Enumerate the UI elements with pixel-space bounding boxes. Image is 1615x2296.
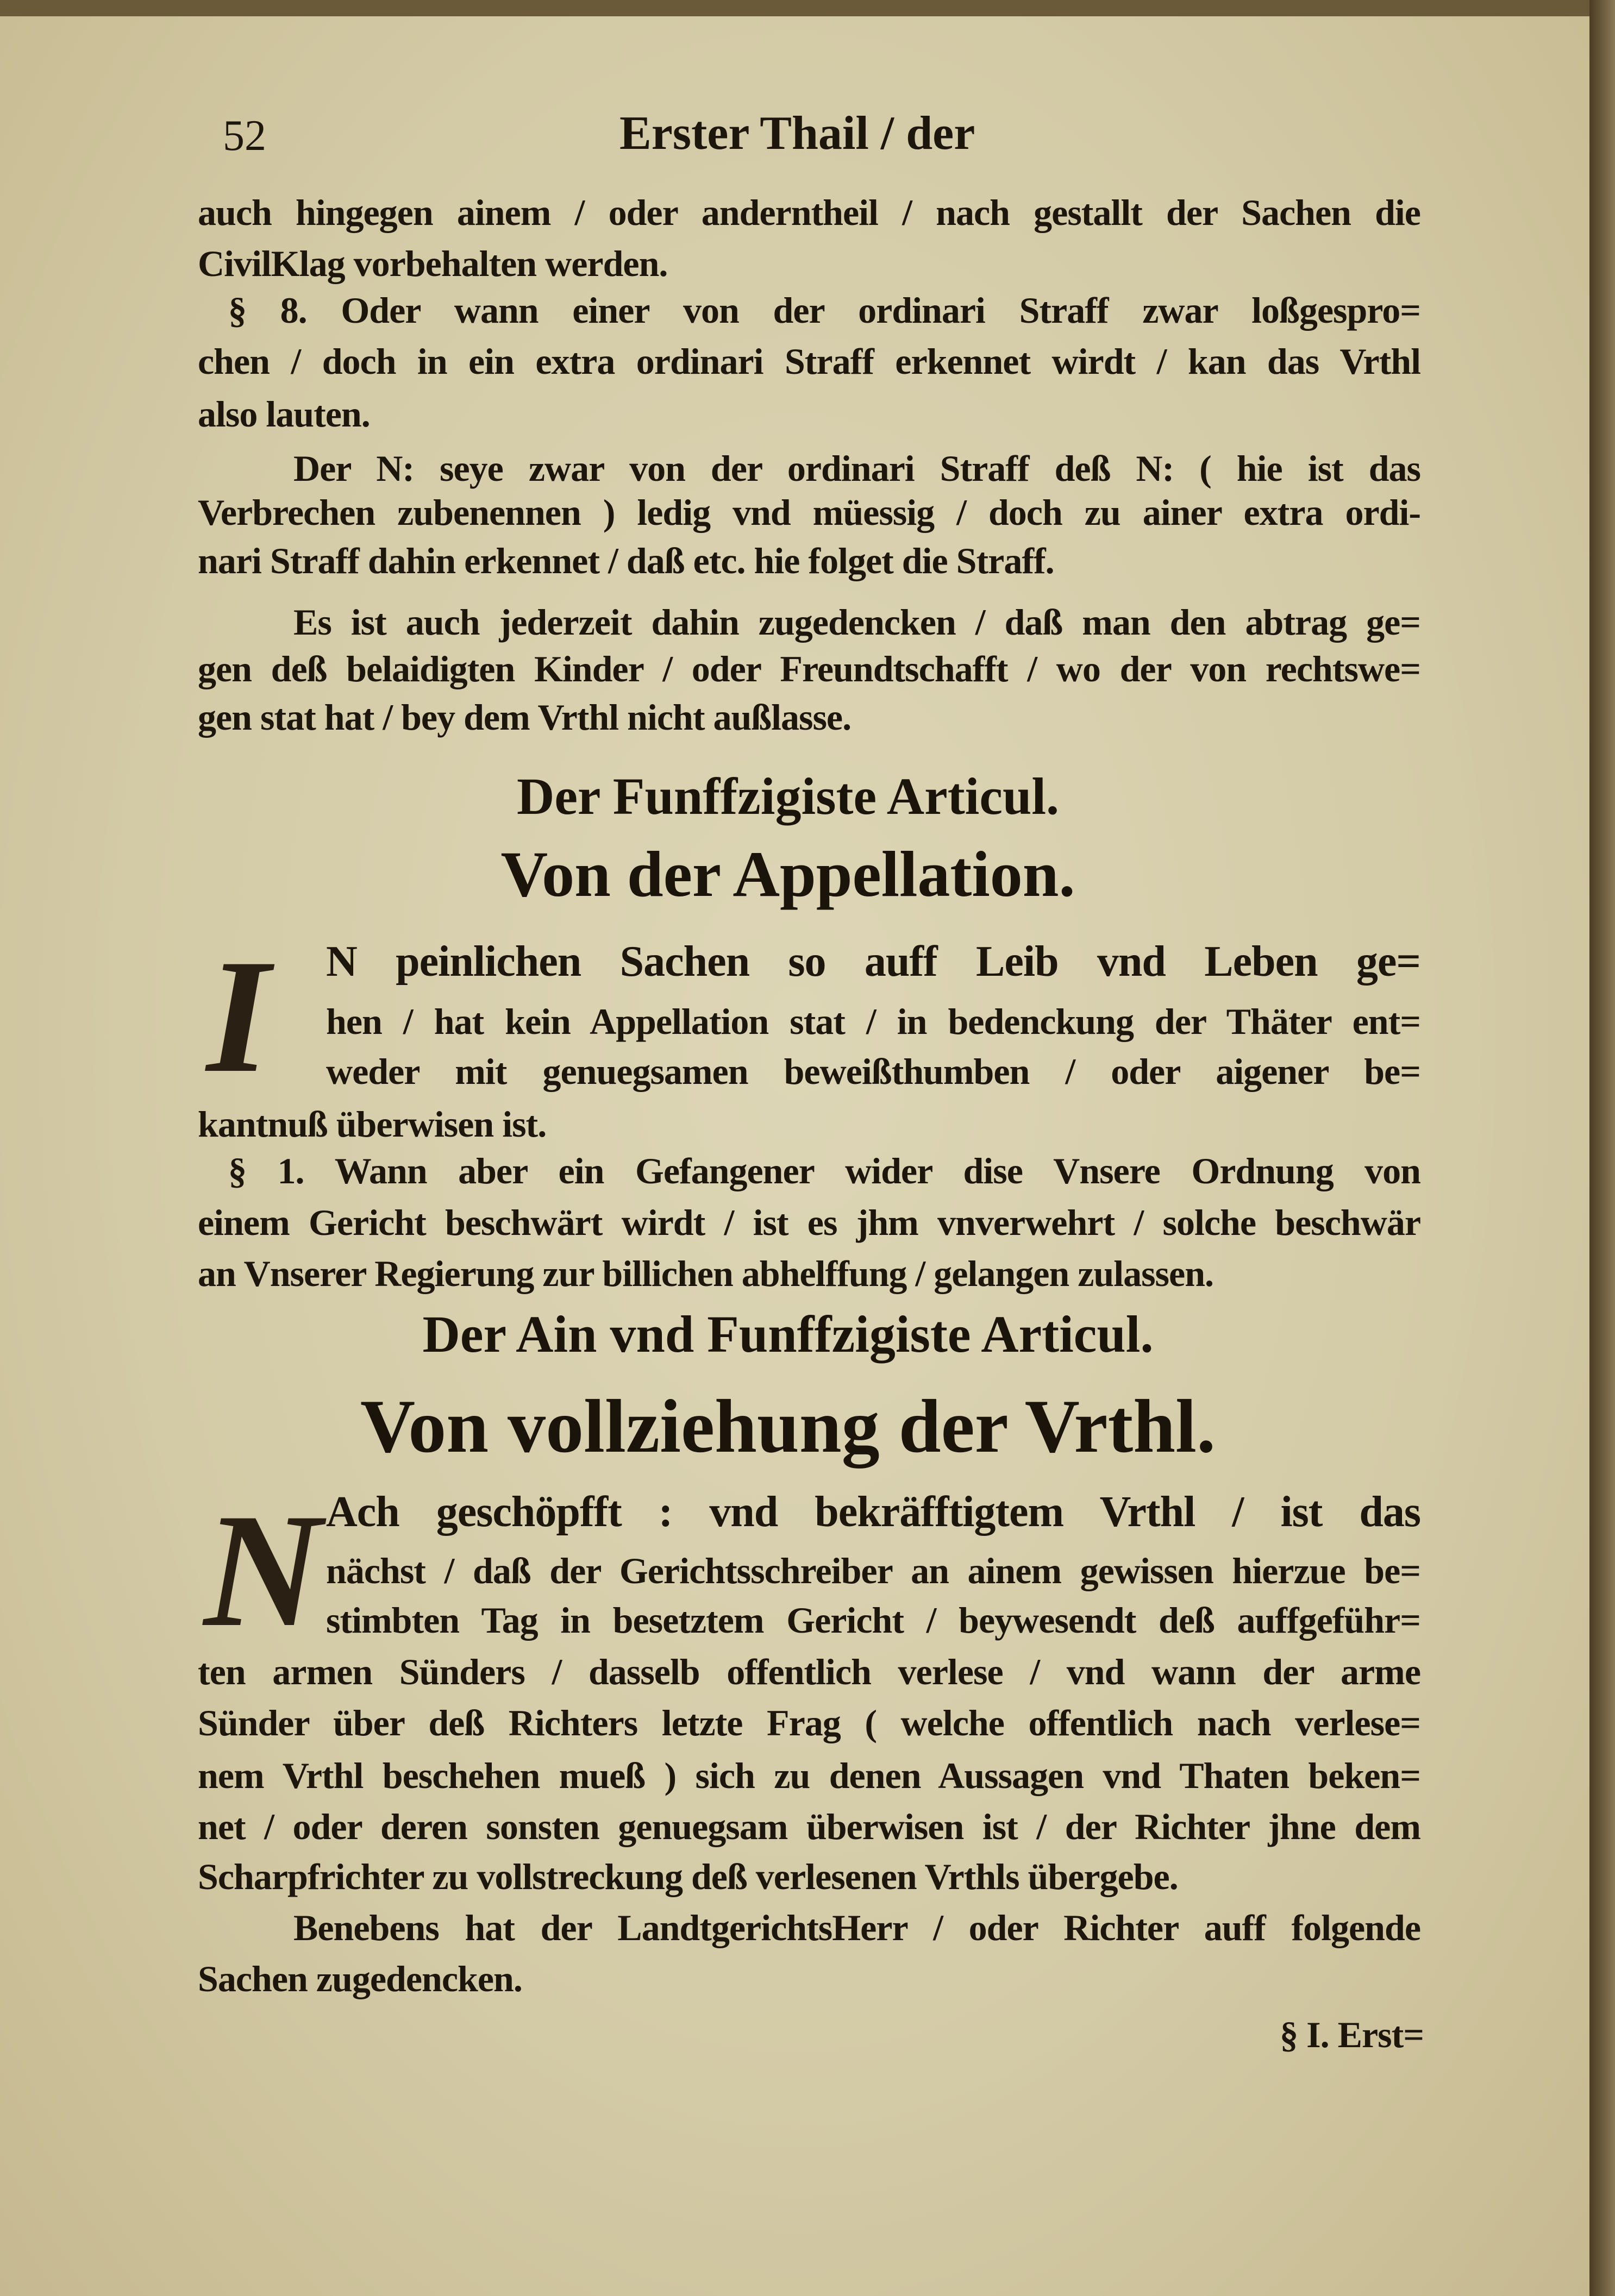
text-line: Scharpfrichter zu vollstreckung deß verlesenen Vrthls übergebe.	[198, 1856, 1178, 1897]
article-heading: Der Funffzigiste Articul.	[516, 767, 1059, 825]
article-heading: Der Ain vnd Funffzigiste Articul.	[422, 1305, 1154, 1363]
text-line: einem Gericht beschwärt wirdt / ist es jhm vnverwehrt / solche beschwär	[198, 1202, 1420, 1243]
text-line: Benebens hat der LandtgerichtsHerr / oder Richter auff folgende	[293, 1907, 1420, 1948]
text-line: Der N: seye zwar von der ordinari Straff deß N: ( hie ist das	[293, 448, 1420, 489]
text-line: stimbten Tag in besetztem Gericht / beywesendt deß auffgeführ=	[326, 1599, 1420, 1641]
text-line: CivilKlag vorbehalten werden.	[198, 243, 668, 284]
text-line: nari Straff dahin erkennet / daß etc. hie folget die Straff.	[198, 540, 1054, 581]
text-line: also lauten.	[198, 393, 370, 435]
catchword: § I. Erst=	[1280, 2014, 1424, 2055]
text-line: kantnuß überwisen ist.	[198, 1103, 547, 1145]
drop-cap: N	[204, 1480, 322, 1660]
text-line: Sachen zugedencken.	[198, 1958, 522, 1999]
article-subtitle: Von der Appellation.	[500, 838, 1075, 910]
text-line: nächst / daß der Gerichtsschreiber an ainem gewissen hierzue be=	[326, 1550, 1420, 1591]
text-line: § 8. Oder wann einer von der ordinari Straff zwar loßgespro=	[228, 290, 1420, 331]
page-number: 52	[223, 112, 266, 160]
text-line: gen stat hat / bey dem Vrthl nicht außlasse.	[198, 697, 852, 738]
text-line: N peinlichen Sachen so auff Leib vnd Leben ge=	[326, 938, 1420, 986]
text-line: § 1. Wann aber ein Gefangener wider dise Vnsere Ordnung von	[228, 1150, 1420, 1191]
text-line: nem Vrthl beschehen mueß ) sich zu denen Aussagen vnd Thaten beken=	[198, 1755, 1420, 1796]
text-line: net / oder deren sonsten genuegsam überwisen ist / der Richter jhne dem	[198, 1806, 1420, 1847]
text-line: Verbrechen zubenennen ) ledig vnd müessig / doch zu ainer extra ordi-	[198, 492, 1420, 533]
text-line: auch hingegen ainem / oder anderntheil / nach gestallt der Sachen die	[198, 192, 1420, 233]
text-line: hen / hat kein Appellation stat / in bedenckung der Thäter ent=	[326, 1001, 1420, 1042]
text-line: ten armen Sünders / dasselb offentlich verlese / vnd wann der arme	[198, 1651, 1420, 1692]
text-line: gen deß belaidigten Kinder / oder Freundtschafft / wo der von rechtswe=	[198, 648, 1420, 689]
drop-cap: I	[206, 926, 270, 1106]
text-line: weder mit genuegsamen beweißthumben / oder aigener be=	[326, 1051, 1420, 1092]
text-line: Es ist auch jederzeit dahin zugedencken / daß man den abtrag ge=	[293, 601, 1420, 643]
article-subtitle: Von vollziehung der Vrthl.	[360, 1384, 1216, 1469]
running-head: Erster Thail / der	[619, 107, 975, 160]
page-edge	[1589, 0, 1615, 2296]
text-line: an Vnserer Regierung zur billichen abhelffung / gelangen zulassen.	[198, 1253, 1214, 1294]
text-line: chen / doch in ein extra ordinari Straff erkennet wirdt / kan das Vrthl	[198, 341, 1420, 382]
text-line: Ach geschöpfft : vnd bekräfftigtem Vrthl / ist das	[326, 1488, 1420, 1536]
text-line: Sünder über deß Richters letzte Frag ( welche offentlich nach verlese=	[198, 1702, 1420, 1743]
